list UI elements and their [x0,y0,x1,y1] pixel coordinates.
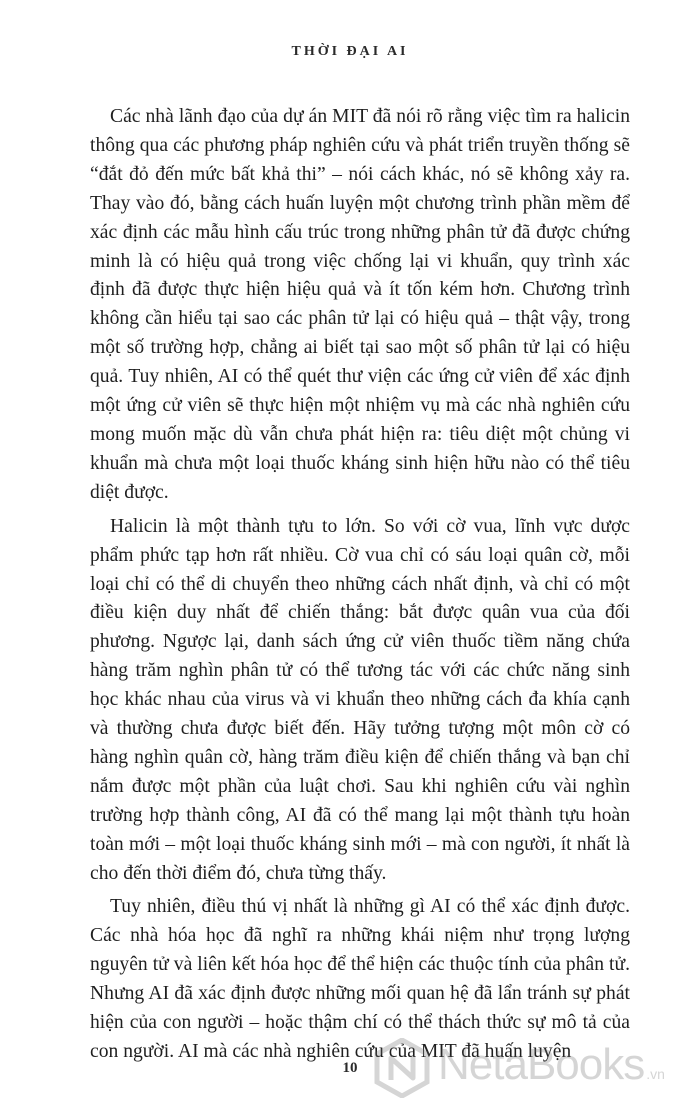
watermark-brand: NetaBooks [438,1040,645,1089]
netabooks-logo-icon [372,1038,432,1098]
paragraph: Các nhà lãnh đạo của dự án MIT đã nói rõ rằng việc tìm ra halicin thông qua các phương pháp nghiên cứu và phát triển truyền thống sẽ “đắt đỏ đến mức bất khả thi” – nói cách khác, nó sẽ không xảy ra. Thay vào đó, bằng cách huấn luyện một chương trình phần mềm để xác định các mẫu hình cấu trúc trong những phân tử đã được chứng minh là có hiệu quả trong việc chống lại vi khuẩn, quy trình xác định đã được thực hiện hiệu quả và ít tốn kém hơn. Chương trình không cần hiểu tại sao các phân tử lại có hiệu quả – thật vậy, trong một số trường hợp, chẳng ai biết tại sao một số phân tử lại có hiệu quả. Tuy nhiên, AI có thể quét thư viện các ứng cử viên để xác định một ứng cử viên sẽ thực hiện một nhiệm vụ mà các nhà nghiên cứu mong muốn mặc dù vẫn chưa phát hiện ra: tiêu diệt một chủng vi khuẩn mà chưa một loại thuốc kháng sinh hiện hữu nào có thể tiêu diệt được. [90,106,630,503]
watermark-text [438,1040,665,1090]
body-text [90,103,630,1072]
paragraph: Halicin là một thành tựu to lớn. So với cờ vua, lĩnh vực dược phẩm phức tạp hơn rất nhiều. Cờ vua chỉ có sáu loại quân cờ, mỗi loại chỉ có thể di chuyển theo những cách nhất định, và chỉ có một điều kiện duy nhất để chiến thắng: bắt được quân vua của đối phương. Ngược lại, danh sách ứng cử viên thuốc tiềm năng chứa hàng trăm nghìn phân tử có thể tương tác với các chức năng sinh học khác nhau của virus và vi khuẩn theo những cách đa khía cạnh và thường chưa được biết đến. Hãy tưởng tượng một môn cờ có hàng nghìn quân cờ, hàng trăm điều kiện để chiến thắng và bạn chỉ nắm được một phần của luật chơi. Sau khi nghiên cứu vài nghìn trường hợp thành công, AI đã có thể mang lại một thành tựu hoàn toàn mới – một loại thuốc kháng sinh mới – mà con người, ít nhất là cho đến thời điểm đó, chưa từng thấy. [90,515,630,884]
watermark-suffix: .vn [646,1066,665,1082]
paragraph: Tuy nhiên, điều thú vị nhất là những gì AI có thể xác định được. Các nhà hóa học đã nghĩ ra những khái niệm như trọng lượng nguyên tử và liên kết hóa học để thể hiện các thuộc tính của phân tử. Nhưng AI đã xác định được những mối quan hệ đã lẩn tránh sự phát hiện của con người – hoặc thậm chí có thể thách thức sự mô tả của con người. AI mà các nhà nghiên cứu của MIT đã huấn luyện [90,896,630,1062]
page-number: 10 [342,1060,358,1076]
running-head: THỜI ĐẠI AI [291,44,409,59]
watermark [372,1032,698,1108]
